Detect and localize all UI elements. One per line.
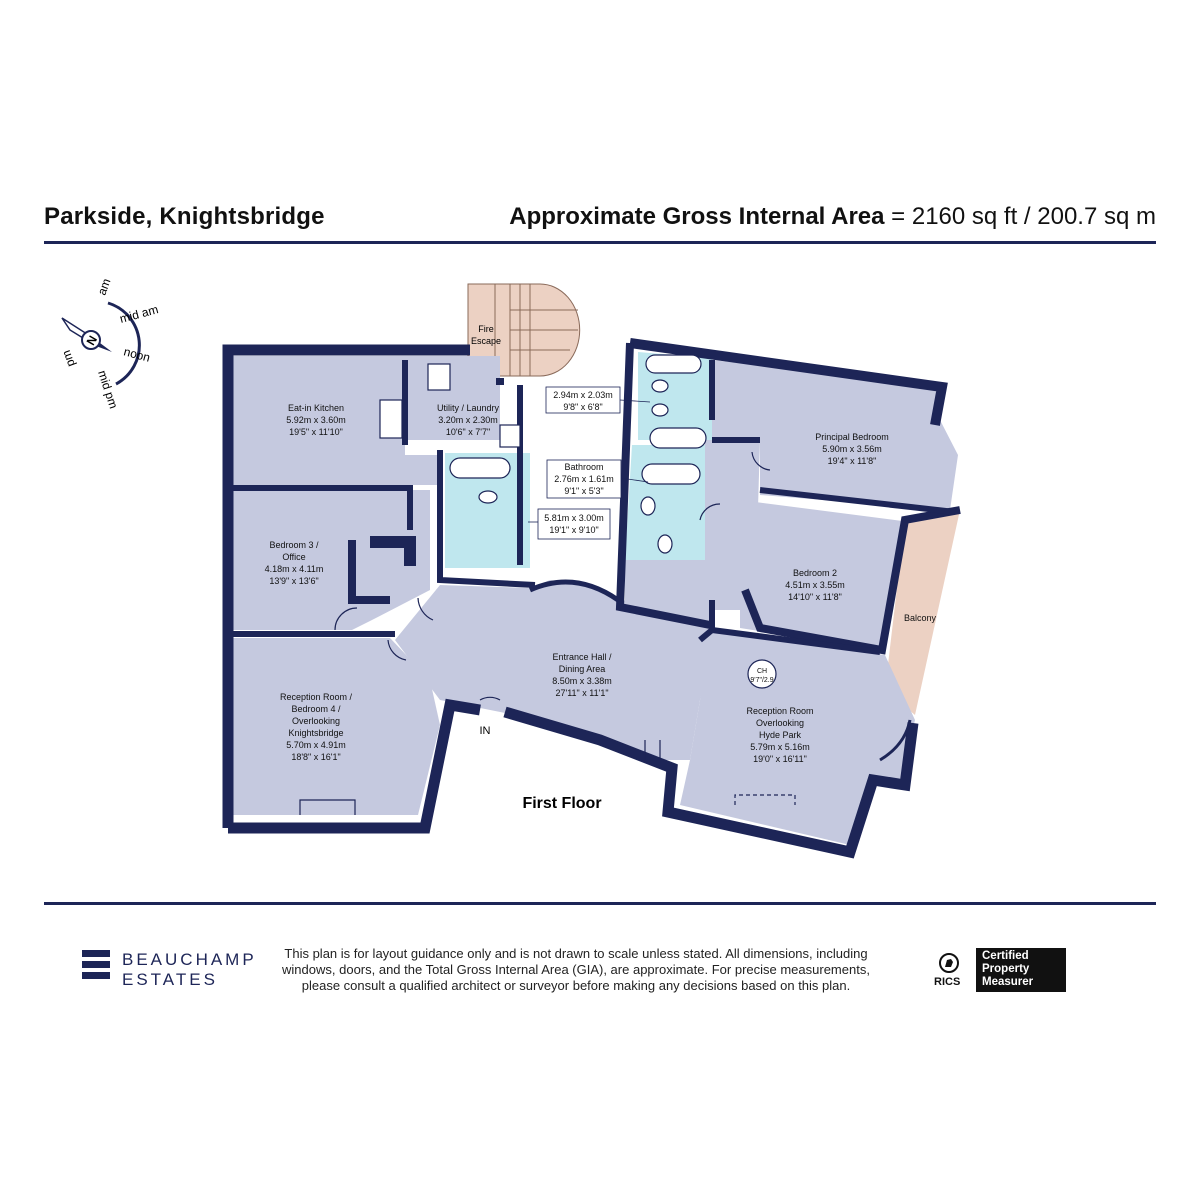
certified-measurer-box (976, 948, 1066, 992)
rics-lion-icon (938, 952, 960, 974)
ensuite-imperial: 19'1" x 9'10" (549, 525, 599, 535)
principal-ensuite-metric: 2.94m x 2.03m (553, 390, 613, 400)
room-small-hall (625, 560, 712, 610)
bedroom2-metric: 4.51m x 3.55m (785, 580, 845, 590)
principal-bedroom-imperial: 19'4" x 11'8" (827, 456, 877, 466)
compass-pm: pm (58, 348, 78, 369)
fire-escape-label-2: Escape (470, 336, 502, 346)
area-label: Approximate Gross Internal Area (509, 203, 885, 230)
room-bedroom3 (233, 490, 430, 630)
kitchen-imperial: 19'5" x 11'10" (289, 427, 343, 437)
brand-line-1: BEAUCHAMP (122, 950, 257, 969)
utility-metric: 3.20m x 2.30m (438, 415, 498, 425)
reception-hp-metric: 5.79m x 5.16m (750, 742, 810, 752)
badge-line-1: Certified (982, 950, 1029, 962)
property-name: Parkside, Knightsbridge (44, 203, 325, 230)
reception-hp-imperial: 19'0" x 16'11" (753, 754, 807, 764)
gross-internal-area (509, 203, 1156, 231)
hall-metric: 8.50m x 3.38m (552, 676, 612, 686)
compass-mid-pm: mid pm (95, 368, 121, 411)
brand-line-2: ESTATES (122, 970, 218, 989)
reception4-imperial: 18'8" x 16'1" (291, 752, 341, 762)
rics-word: RICS (934, 976, 961, 988)
compass-north: N (83, 333, 101, 348)
utility-name: Utility / Laundry (436, 403, 500, 413)
bathroom-name: Bathroom (564, 462, 604, 472)
badge-line-2: Property (982, 963, 1030, 975)
compass-noon: noon (122, 344, 152, 365)
bedroom3-imperial: 13'9" x 13'6" (269, 576, 319, 586)
principal-ensuite-imperial: 9'8" x 6'8" (563, 402, 603, 412)
ceiling-height-label: CH (756, 668, 768, 675)
reception4-name-4: Knightsbridge (288, 728, 344, 738)
reception-hp-name-2: Overlooking (755, 718, 805, 728)
disclaimer-text: This plan is for layout guidance only and is not drawn to scale unless stated. All dimensions, including windows, doors, and the Total Gross Internal Area (GIA), are approximate. For precise measurements, please consult a qualified architect or surveyor before making any decisions based on this plan. (282, 946, 870, 993)
bedroom3-name-2: Office (282, 552, 306, 562)
ensuite-metric: 5.81m x 3.00m (544, 513, 604, 523)
bedroom2-name: Bedroom 2 (792, 568, 838, 578)
fire-escape-label-1: Fire (478, 324, 494, 334)
compass-am: am (94, 276, 114, 298)
footer-rule (44, 902, 1156, 905)
compass-mid-am: mid am (118, 302, 160, 326)
ceiling-height-value: 9'7"/2.9 (750, 677, 774, 684)
room-reception4 (233, 638, 440, 815)
beauchamp-logo (82, 950, 257, 989)
reception-hp-name: Reception Room (746, 706, 814, 716)
entrance-label: IN (479, 725, 491, 737)
balcony-name: Balcony (903, 613, 937, 623)
bathroom-imperial: 9'1" x 5'3" (564, 486, 604, 496)
badge-line-3: Measurer (982, 976, 1034, 988)
reception4-name: Reception Room / (279, 692, 353, 702)
bedroom3-name: Bedroom 3 / (269, 540, 319, 550)
area-value: = 2160 sq ft / 200.7 sq m (891, 203, 1156, 230)
utility-imperial: 10'6" x 7'7" (445, 427, 491, 437)
bathroom-metric: 2.76m x 1.61m (554, 474, 614, 484)
hall-name-2: Dining Area (558, 664, 606, 674)
bedroom2-imperial: 14'10" x 11'8" (788, 592, 842, 602)
principal-bedroom-name: Principal Bedroom (815, 432, 889, 442)
rooms (233, 352, 960, 845)
kitchen-name: Eat-in Kitchen (287, 403, 345, 413)
compass (59, 277, 160, 411)
reception-hp-name-3: Hyde Park (758, 730, 802, 740)
reception4-name-3: Overlooking (291, 716, 341, 726)
principal-bedroom-metric: 5.90m x 3.56m (822, 444, 882, 454)
reception4-metric: 5.70m x 4.91m (286, 740, 346, 750)
kitchen-metric: 5.92m x 3.60m (286, 415, 346, 425)
header-rule (44, 241, 1156, 244)
hall-name: Entrance Hall / (552, 652, 612, 662)
reception4-name-2: Bedroom 4 / (291, 704, 341, 714)
hall-imperial: 27'11" x 11'1" (555, 688, 609, 698)
floor-plan (0, 260, 1200, 900)
floor-label: First Floor (522, 795, 602, 812)
logo-bars-icon (82, 950, 110, 979)
bedroom3-metric: 4.18m x 4.11m (264, 564, 324, 574)
